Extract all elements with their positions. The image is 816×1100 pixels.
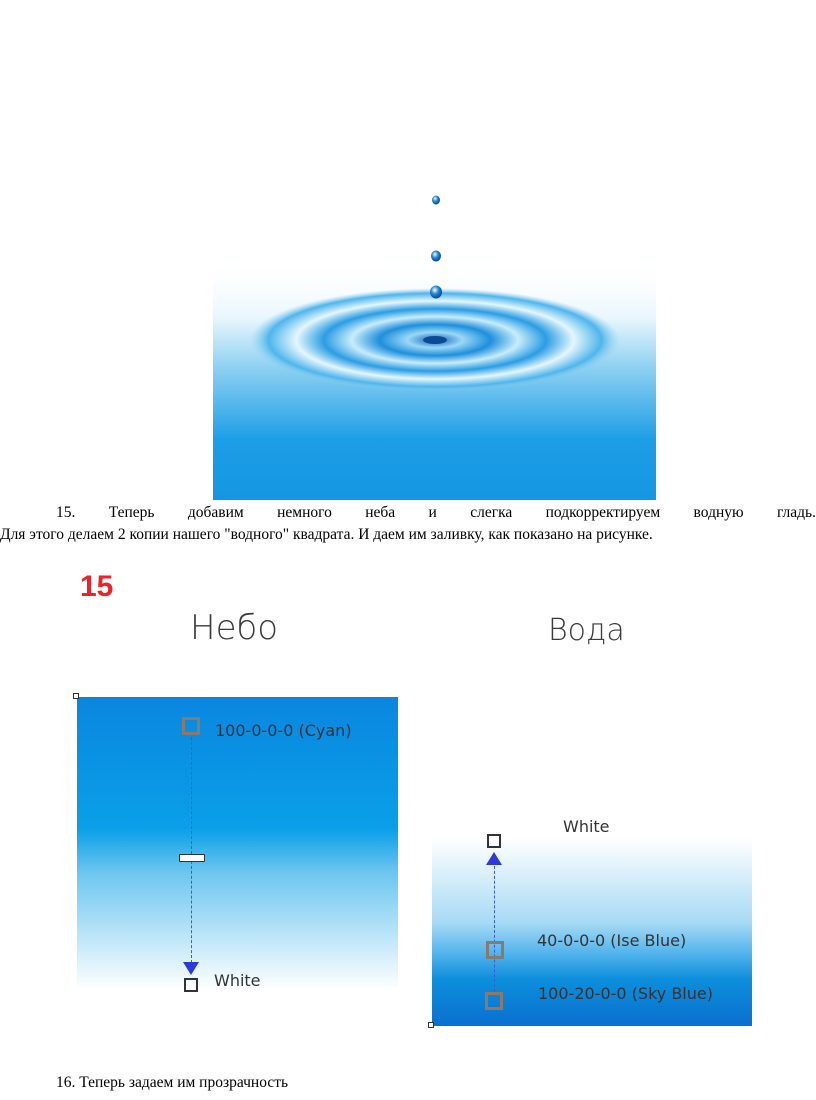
word: и xyxy=(428,504,437,521)
selection-corner xyxy=(428,1022,434,1028)
water-top-color-label: White xyxy=(563,817,610,836)
paragraph-15-line2: Для этого делаем 2 копии нашего "водного" квадрата. И даем им заливку, как показано на рисунке. xyxy=(0,526,653,543)
gradient-start-handle[interactable] xyxy=(182,717,200,735)
water-ripple-image xyxy=(213,180,656,500)
word: добавим xyxy=(187,504,244,521)
word: неба xyxy=(365,504,396,521)
water-title: Вода xyxy=(548,613,625,648)
word: подкорректируем xyxy=(545,504,661,521)
gradient-line xyxy=(494,866,495,992)
sky-bottom-color-label: White xyxy=(214,971,261,990)
word: гладь. xyxy=(776,504,816,521)
sky-title: Небо xyxy=(190,608,279,648)
gradient-start-handle[interactable] xyxy=(485,992,503,1010)
selection-corner xyxy=(73,693,79,699)
step-number: 15 xyxy=(80,570,114,603)
sky-top-color-label: 100-0-0-0 (Cyan) xyxy=(215,721,352,740)
paragraph-15-line1 xyxy=(0,502,816,524)
arrow-down-icon xyxy=(183,960,199,976)
word: слегка xyxy=(470,504,513,521)
gradient-end-handle[interactable] xyxy=(487,834,501,848)
gradient-mid-color-handle[interactable] xyxy=(486,941,504,959)
water-bottom-color-label: 100-20-0-0 (Sky Blue) xyxy=(538,984,713,1003)
water-mid-color-label: 40-0-0-0 (Ise Blue) xyxy=(537,931,687,950)
arrow-up-icon xyxy=(486,851,502,867)
word: немного xyxy=(277,504,332,521)
gradient-midpoint-handle[interactable] xyxy=(179,854,205,862)
word: 15. xyxy=(56,504,76,521)
sky-gradient-box xyxy=(77,697,398,990)
gradient-line xyxy=(191,737,192,963)
word: водную xyxy=(693,504,744,521)
paragraph-15 xyxy=(0,502,816,546)
word: Теперь xyxy=(108,504,155,521)
gradient-end-handle[interactable] xyxy=(184,978,198,992)
paragraph-16: 16. Теперь задаем им прозрачность xyxy=(56,1074,289,1091)
